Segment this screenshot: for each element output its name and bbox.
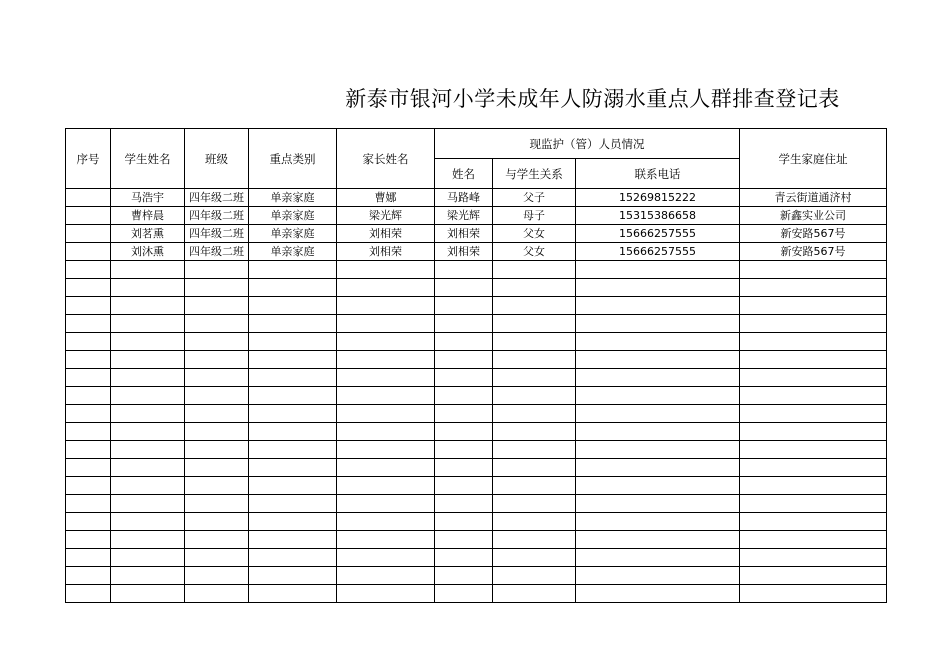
cell-index [66, 495, 111, 513]
cell-phone [576, 585, 740, 603]
cell-class [185, 333, 249, 351]
cell-guardian-name [435, 585, 493, 603]
cell-guardian-name [435, 405, 493, 423]
cell-parent-name: 梁光辉 [337, 207, 435, 225]
header-address: 学生家庭住址 [740, 129, 887, 189]
cell-phone [576, 387, 740, 405]
cell-phone [576, 405, 740, 423]
cell-address [740, 477, 887, 495]
cell-category [249, 315, 337, 333]
cell-guardian-name [435, 261, 493, 279]
table-row [66, 423, 887, 441]
cell-category [249, 369, 337, 387]
cell-address: 新安路567号 [740, 243, 887, 261]
cell-phone [576, 477, 740, 495]
cell-guardian-name: 刘相荣 [435, 225, 493, 243]
cell-class: 四年级二班 [185, 225, 249, 243]
cell-index [66, 441, 111, 459]
cell-address [740, 297, 887, 315]
cell-address [740, 513, 887, 531]
cell-category [249, 549, 337, 567]
table-row [66, 549, 887, 567]
cell-category [249, 261, 337, 279]
cell-relation [493, 405, 576, 423]
cell-guardian-name [435, 495, 493, 513]
cell-phone: 15666257555 [576, 243, 740, 261]
cell-index [66, 423, 111, 441]
cell-category [249, 351, 337, 369]
cell-parent-name [337, 405, 435, 423]
cell-parent-name [337, 261, 435, 279]
cell-parent-name [337, 549, 435, 567]
cell-class [185, 549, 249, 567]
cell-parent-name [337, 495, 435, 513]
cell-relation [493, 513, 576, 531]
cell-address [740, 549, 887, 567]
cell-guardian-name [435, 549, 493, 567]
cell-phone [576, 423, 740, 441]
cell-address [740, 333, 887, 351]
cell-class [185, 477, 249, 495]
header-phone: 联系电话 [576, 159, 740, 189]
cell-student-name [111, 369, 185, 387]
cell-category [249, 405, 337, 423]
cell-student-name [111, 261, 185, 279]
table-row [66, 189, 887, 207]
cell-class [185, 441, 249, 459]
cell-relation [493, 297, 576, 315]
cell-address [740, 261, 887, 279]
table-row [66, 405, 887, 423]
cell-guardian-name [435, 459, 493, 477]
header-index: 序号 [66, 129, 111, 189]
cell-address [740, 387, 887, 405]
cell-guardian-name [435, 423, 493, 441]
cell-class [185, 297, 249, 315]
cell-relation: 父女 [493, 225, 576, 243]
cell-address [740, 585, 887, 603]
cell-parent-name [337, 315, 435, 333]
cell-address [740, 351, 887, 369]
cell-category [249, 513, 337, 531]
cell-address [740, 459, 887, 477]
cell-class [185, 261, 249, 279]
cell-class [185, 567, 249, 585]
cell-relation [493, 567, 576, 585]
cell-phone [576, 261, 740, 279]
cell-student-name [111, 459, 185, 477]
cell-category [249, 495, 337, 513]
cell-class: 四年级二班 [185, 207, 249, 225]
cell-student-name [111, 567, 185, 585]
cell-guardian-name [435, 279, 493, 297]
cell-index [66, 225, 111, 243]
cell-student-name [111, 387, 185, 405]
table-row [66, 477, 887, 495]
table-row [66, 531, 887, 549]
cell-guardian-name [435, 333, 493, 351]
header-relation: 与学生关系 [493, 159, 576, 189]
cell-student-name [111, 297, 185, 315]
cell-index [66, 297, 111, 315]
cell-category [249, 567, 337, 585]
cell-class [185, 495, 249, 513]
cell-phone: 15315386658 [576, 207, 740, 225]
cell-category: 单亲家庭 [249, 243, 337, 261]
cell-index [66, 567, 111, 585]
cell-relation [493, 369, 576, 387]
cell-parent-name [337, 513, 435, 531]
cell-phone [576, 513, 740, 531]
cell-phone [576, 369, 740, 387]
cell-relation [493, 423, 576, 441]
cell-student-name [111, 405, 185, 423]
cell-phone [576, 495, 740, 513]
cell-parent-name [337, 585, 435, 603]
cell-address: 新鑫实业公司 [740, 207, 887, 225]
cell-student-name [111, 423, 185, 441]
cell-guardian-name [435, 531, 493, 549]
cell-category [249, 279, 337, 297]
cell-student-name [111, 351, 185, 369]
cell-index [66, 477, 111, 495]
cell-guardian-name [435, 567, 493, 585]
cell-phone: 15269815222 [576, 189, 740, 207]
cell-class [185, 387, 249, 405]
cell-category [249, 531, 337, 549]
cell-index [66, 207, 111, 225]
table-row [66, 459, 887, 477]
cell-index [66, 369, 111, 387]
cell-category [249, 441, 337, 459]
cell-phone [576, 315, 740, 333]
cell-phone [576, 441, 740, 459]
table-row [66, 387, 887, 405]
cell-index [66, 279, 111, 297]
table-row [66, 225, 887, 243]
cell-address [740, 423, 887, 441]
cell-parent-name: 曹娜 [337, 189, 435, 207]
cell-phone [576, 531, 740, 549]
cell-parent-name [337, 531, 435, 549]
cell-phone [576, 549, 740, 567]
header-class: 班级 [185, 129, 249, 189]
cell-parent-name [337, 477, 435, 495]
cell-student-name [111, 441, 185, 459]
cell-address [740, 279, 887, 297]
cell-index [66, 459, 111, 477]
cell-parent-name [337, 459, 435, 477]
header-guardian-group: 现监护（管）人员情况 [435, 129, 740, 159]
cell-category: 单亲家庭 [249, 207, 337, 225]
cell-index [66, 189, 111, 207]
cell-relation: 母子 [493, 207, 576, 225]
header-parent-name: 家长姓名 [337, 129, 435, 189]
cell-relation [493, 351, 576, 369]
cell-category: 单亲家庭 [249, 189, 337, 207]
table-row [66, 567, 887, 585]
cell-class [185, 315, 249, 333]
cell-class [185, 531, 249, 549]
cell-parent-name [337, 351, 435, 369]
cell-relation [493, 387, 576, 405]
cell-category [249, 423, 337, 441]
table-header [66, 129, 887, 189]
header-category: 重点类别 [249, 129, 337, 189]
cell-category [249, 459, 337, 477]
cell-relation [493, 333, 576, 351]
table-row [66, 207, 887, 225]
cell-index [66, 549, 111, 567]
cell-student-name [111, 585, 185, 603]
cell-parent-name [337, 387, 435, 405]
cell-relation [493, 549, 576, 567]
cell-class [185, 513, 249, 531]
table-row [66, 351, 887, 369]
cell-category [249, 333, 337, 351]
cell-student-name [111, 477, 185, 495]
cell-guardian-name: 梁光辉 [435, 207, 493, 225]
cell-class [185, 351, 249, 369]
cell-relation [493, 261, 576, 279]
cell-category [249, 585, 337, 603]
cell-class [185, 369, 249, 387]
cell-class [185, 585, 249, 603]
header-guardian-name: 姓名 [435, 159, 493, 189]
cell-index [66, 405, 111, 423]
cell-student-name [111, 531, 185, 549]
cell-phone [576, 333, 740, 351]
cell-student-name [111, 549, 185, 567]
cell-index [66, 243, 111, 261]
cell-index [66, 387, 111, 405]
cell-student-name: 马浩宇 [111, 189, 185, 207]
cell-guardian-name [435, 297, 493, 315]
cell-phone: 15666257555 [576, 225, 740, 243]
cell-class [185, 279, 249, 297]
table-row [66, 297, 887, 315]
cell-class [185, 423, 249, 441]
cell-index [66, 585, 111, 603]
cell-category [249, 387, 337, 405]
cell-parent-name [337, 441, 435, 459]
table-row [66, 513, 887, 531]
cell-parent-name [337, 423, 435, 441]
cell-guardian-name [435, 477, 493, 495]
cell-relation [493, 315, 576, 333]
cell-address [740, 369, 887, 387]
cell-student-name: 刘沐熏 [111, 243, 185, 261]
cell-class [185, 405, 249, 423]
cell-relation: 父子 [493, 189, 576, 207]
table-row [66, 495, 887, 513]
registration-table [65, 128, 887, 603]
header-row-primary [66, 129, 887, 159]
table-body [66, 189, 887, 603]
cell-phone [576, 279, 740, 297]
cell-address [740, 405, 887, 423]
cell-parent-name: 刘相荣 [337, 243, 435, 261]
cell-address [740, 315, 887, 333]
cell-guardian-name [435, 513, 493, 531]
table-row [66, 261, 887, 279]
cell-guardian-name: 刘相荣 [435, 243, 493, 261]
cell-class: 四年级二班 [185, 243, 249, 261]
table-row [66, 441, 887, 459]
cell-address [740, 531, 887, 549]
cell-phone [576, 351, 740, 369]
cell-index [66, 261, 111, 279]
cell-category: 单亲家庭 [249, 225, 337, 243]
cell-address [740, 495, 887, 513]
cell-student-name [111, 513, 185, 531]
cell-guardian-name [435, 351, 493, 369]
table-row [66, 279, 887, 297]
page-title: 新泰市银河小学未成年人防溺水重点人群排查登记表 [345, 87, 840, 111]
cell-relation [493, 477, 576, 495]
table-row [66, 333, 887, 351]
cell-phone [576, 459, 740, 477]
table-row [66, 315, 887, 333]
cell-index [66, 513, 111, 531]
cell-student-name: 刘茗熏 [111, 225, 185, 243]
cell-student-name [111, 333, 185, 351]
cell-class: 四年级二班 [185, 189, 249, 207]
cell-address [740, 567, 887, 585]
table-row [66, 585, 887, 603]
cell-category [249, 477, 337, 495]
cell-guardian-name [435, 315, 493, 333]
cell-relation: 父女 [493, 243, 576, 261]
cell-guardian-name [435, 387, 493, 405]
cell-category [249, 297, 337, 315]
cell-index [66, 333, 111, 351]
cell-relation [493, 495, 576, 513]
cell-relation [493, 441, 576, 459]
cell-guardian-name: 马路峰 [435, 189, 493, 207]
cell-student-name [111, 279, 185, 297]
cell-student-name: 曹梓晨 [111, 207, 185, 225]
cell-parent-name [337, 333, 435, 351]
cell-class [185, 459, 249, 477]
table-row [66, 369, 887, 387]
table-row [66, 243, 887, 261]
cell-relation [493, 585, 576, 603]
cell-address: 新安路567号 [740, 225, 887, 243]
cell-relation [493, 279, 576, 297]
cell-guardian-name [435, 369, 493, 387]
header-student-name: 学生姓名 [111, 129, 185, 189]
cell-phone [576, 567, 740, 585]
cell-address [740, 441, 887, 459]
cell-index [66, 351, 111, 369]
cell-parent-name: 刘相荣 [337, 225, 435, 243]
cell-student-name [111, 315, 185, 333]
cell-parent-name [337, 567, 435, 585]
cell-address: 青云街道通济村 [740, 189, 887, 207]
cell-relation [493, 531, 576, 549]
cell-parent-name [337, 297, 435, 315]
cell-guardian-name [435, 441, 493, 459]
cell-relation [493, 459, 576, 477]
cell-index [66, 531, 111, 549]
cell-phone [576, 297, 740, 315]
cell-student-name [111, 495, 185, 513]
cell-index [66, 315, 111, 333]
cell-parent-name [337, 279, 435, 297]
cell-parent-name [337, 369, 435, 387]
